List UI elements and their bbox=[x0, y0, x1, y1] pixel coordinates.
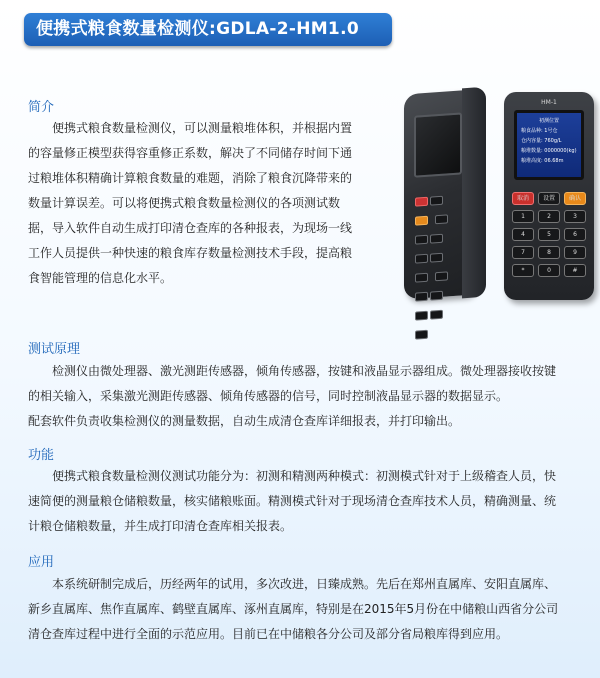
intro-line: 过粮堆体积精确计算粮食数量的难题，消除了粮食沉降带来的 bbox=[28, 171, 353, 185]
device-key: 设置 bbox=[538, 192, 560, 205]
device-key: 3 bbox=[564, 210, 586, 223]
device-key: 6 bbox=[564, 228, 586, 241]
device-key: * bbox=[512, 264, 534, 277]
intro-line: 据，导入软件自动生成打印清仓查库的各种报表，为现场一线 bbox=[28, 221, 353, 235]
principle-heading: 测试原理 bbox=[28, 342, 81, 357]
function-line: 计粮仓储粮数量，并生成打印清仓查库相关报表。 bbox=[28, 519, 293, 533]
device-key: 取消 bbox=[512, 192, 534, 205]
device-keypad bbox=[512, 192, 586, 282]
principle-line: 配套软件负责收集检测仪的测量数据，自动生成清仓查库详细报表，并打印输出。 bbox=[28, 414, 461, 428]
application-line: 新乡直属库、焦作直属库、鹤壁直属库、涿州直属库，特别是在2015年5月份在中储粮山西省分公司 bbox=[28, 602, 559, 616]
function-line: 便携式粮食数量检测仪测试功能分为：初测和精测两种模式：初测模式针对于上级稽查人员，快 bbox=[52, 469, 557, 483]
device-screen-line: 仓内容量: 760g/L bbox=[521, 138, 562, 144]
application-heading: 应用 bbox=[28, 555, 55, 570]
page-title: 便携式粮食数量检测仪:GDLA-2-HM1.0 bbox=[24, 13, 392, 46]
device-key: 确认 bbox=[564, 192, 586, 205]
device-screen-line: 粮食品种: 1号仓 bbox=[521, 128, 558, 134]
intro-line: 的容量修正模型获得容重修正系数，解决了不同储存时间下通 bbox=[28, 146, 353, 160]
device-key: 2 bbox=[538, 210, 560, 223]
principle-line: 的相关输入，采集激光测距传感器、倾角传感器的信号，同时控制液晶显示器的数据显示。 bbox=[28, 389, 509, 403]
device-key: 9 bbox=[564, 246, 586, 259]
function-heading: 功能 bbox=[28, 448, 55, 463]
device-key: # bbox=[564, 264, 586, 277]
device-front-view bbox=[504, 92, 594, 300]
application-line: 清仓查库过程中进行全面的示范应用。目前已在中储粮各分公司及部分省局粮库得到应用。 bbox=[28, 627, 509, 641]
function-line: 速简便的测量粮仓储粮数量，核实储粮账面。精测模式针对于现场清仓查库技术人员，精确测量、统 bbox=[28, 494, 557, 508]
device-screen bbox=[514, 110, 584, 180]
intro-line: 数量计算误差。可以将便携式粮食数量检测仪的各项测试数 bbox=[28, 196, 341, 210]
intro-paragraph bbox=[28, 116, 352, 291]
device-key: 4 bbox=[512, 228, 534, 241]
application-line: 本系统研制完成后，历经两年的试用，多次改进，日臻成熟。先后在郑州直属库、安阳直属库、 bbox=[52, 577, 557, 591]
intro-line: 便携式粮食数量检测仪，可以测量粮堆体积，并根据内置 bbox=[52, 121, 353, 135]
intro-line: 食智能管理的信息化水平。 bbox=[28, 271, 173, 285]
device-key: 1 bbox=[512, 210, 534, 223]
device-screen-line: 粮堆高度: 06.68m bbox=[521, 158, 564, 164]
device-side-view bbox=[404, 90, 474, 300]
intro-line: 工作人员提供一种快速的粮食库存数量检测技术手段，提高粮 bbox=[28, 246, 353, 260]
device-screen-line: 粮堆数量: 0000000(kg) bbox=[521, 148, 577, 154]
principle-line: 检测仪由微处理器、激光测距传感器，倾角传感器，按键和液晶显示器组成。微处理器接收按键 bbox=[52, 364, 557, 378]
device-side-screen bbox=[414, 112, 462, 177]
application-paragraph bbox=[28, 572, 558, 647]
device-key: 0 bbox=[538, 264, 560, 277]
intro-heading: 简介 bbox=[28, 100, 55, 115]
device-screen-line: 初测位置 bbox=[538, 118, 559, 124]
device-side-keypad bbox=[414, 191, 458, 346]
principle-paragraph bbox=[28, 359, 556, 434]
function-paragraph bbox=[28, 464, 556, 539]
device-key: 8 bbox=[538, 246, 560, 259]
device-illustration bbox=[400, 88, 595, 313]
device-key: 5 bbox=[538, 228, 560, 241]
device-model-label: HM-1 bbox=[541, 99, 557, 106]
device-key: 7 bbox=[512, 246, 534, 259]
